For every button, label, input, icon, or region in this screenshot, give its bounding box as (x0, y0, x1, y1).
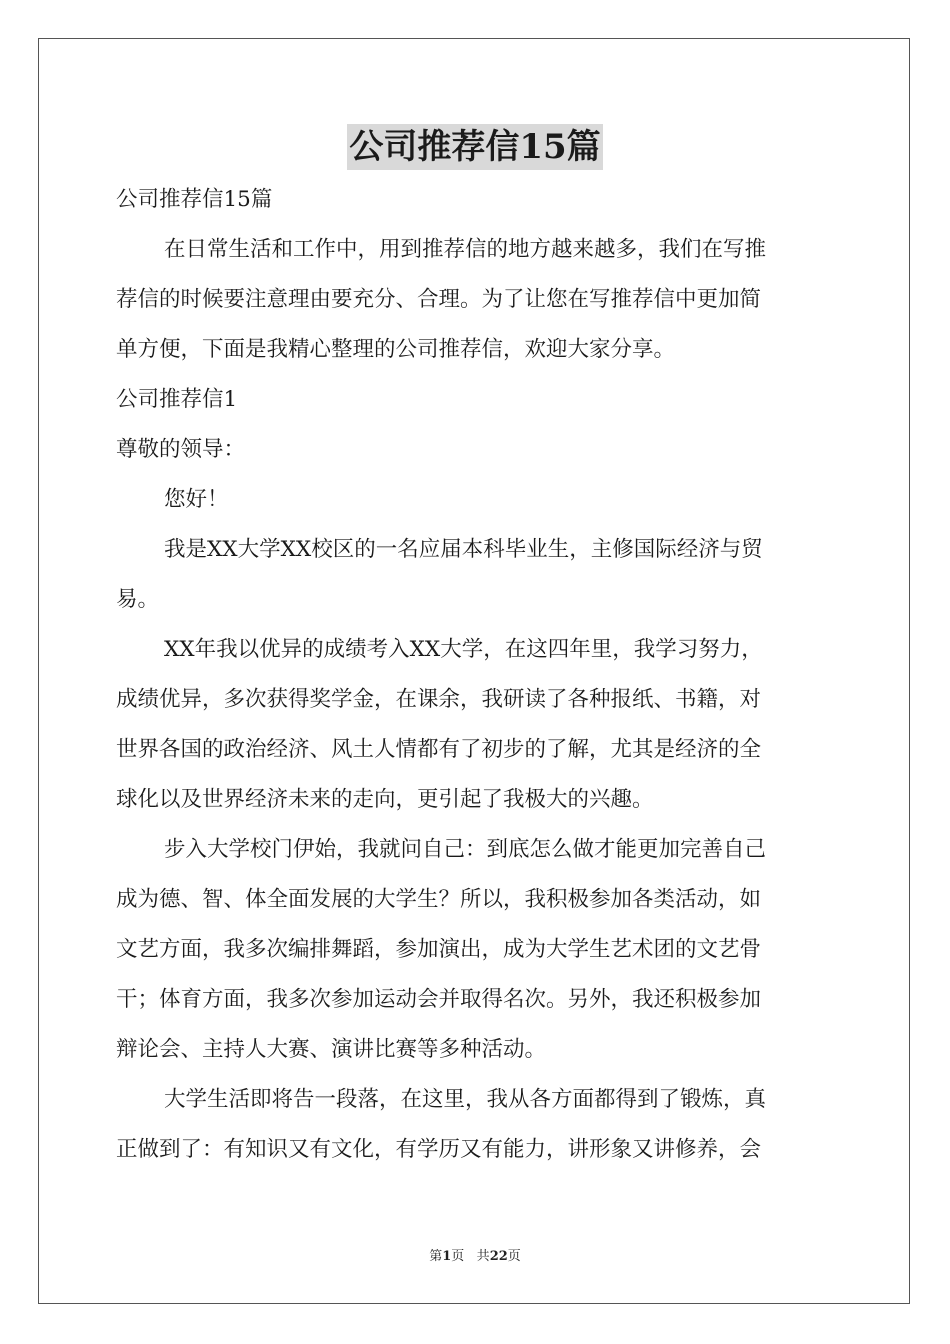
page-suffix: 页 (451, 1249, 465, 1264)
page-footer (0, 1245, 950, 1264)
page-number: 1 (442, 1249, 452, 1264)
total-prefix: 共 (476, 1249, 490, 1264)
body-line: 我是XX大学XX校区的一名应届本科毕业生，主修国际经济与贸 (164, 537, 763, 562)
body-line: 易。 (116, 587, 160, 612)
page-prefix: 第 (429, 1249, 443, 1264)
body-line: 世界各国的政治经济、风土人情都有了初步的了解，尤其是经济的全 (116, 737, 762, 762)
body-line: 成绩优异，多次获得奖学金，在课余，我研读了各种报纸、书籍，对 (116, 687, 762, 712)
body-line: 辩论会、主持人大赛、演讲比赛等多种活动。 (116, 1037, 547, 1062)
document-body (116, 180, 832, 1180)
body-line: 文艺方面，我多次编排舞蹈，参加演出，成为大学生艺术团的文艺骨 (116, 937, 762, 962)
body-line: XX年我以优异的成绩考入XX大学，在这四年里，我学习努力， (164, 637, 763, 662)
title-wrap (0, 124, 950, 170)
document-title: 公司推荐信15篇 (347, 124, 602, 170)
total-pages: 22 (489, 1249, 508, 1264)
body-line: 单方便，下面是我精心整理的公司推荐信，欢迎大家分享。 (116, 337, 676, 362)
body-line: 正做到了：有知识又有文化，有学历又有能力，讲形象又讲修养，会 (116, 1137, 762, 1162)
body-line: 在日常生活和工作中，用到推荐信的地方越来越多，我们在写推 (164, 237, 767, 262)
body-line: 球化以及世界经济未来的走向，更引起了我极大的兴趣。 (116, 787, 654, 812)
total-suffix: 页 (507, 1249, 521, 1264)
body-line: 公司推荐信15篇 (116, 187, 273, 212)
body-line: 尊敬的领导： (116, 437, 246, 462)
body-line: 公司推荐信1 (116, 387, 238, 412)
body-line: 干；体育方面，我多次参加运动会并取得名次。另外，我还积极参加 (116, 987, 762, 1012)
body-line: 您好！ (164, 487, 229, 512)
body-line: 大学生活即将告一段落，在这里，我从各方面都得到了锻炼，真 (164, 1087, 767, 1112)
body-line: 成为德、智、体全面发展的大学生？所以，我积极参加各类活动，如 (116, 887, 762, 912)
body-line: 荐信的时候要注意理由要充分、合理。为了让您在写推荐信中更加简 (116, 287, 762, 312)
body-line: 步入大学校门伊始，我就问自己：到底怎么做才能更加完善自己 (164, 837, 767, 862)
